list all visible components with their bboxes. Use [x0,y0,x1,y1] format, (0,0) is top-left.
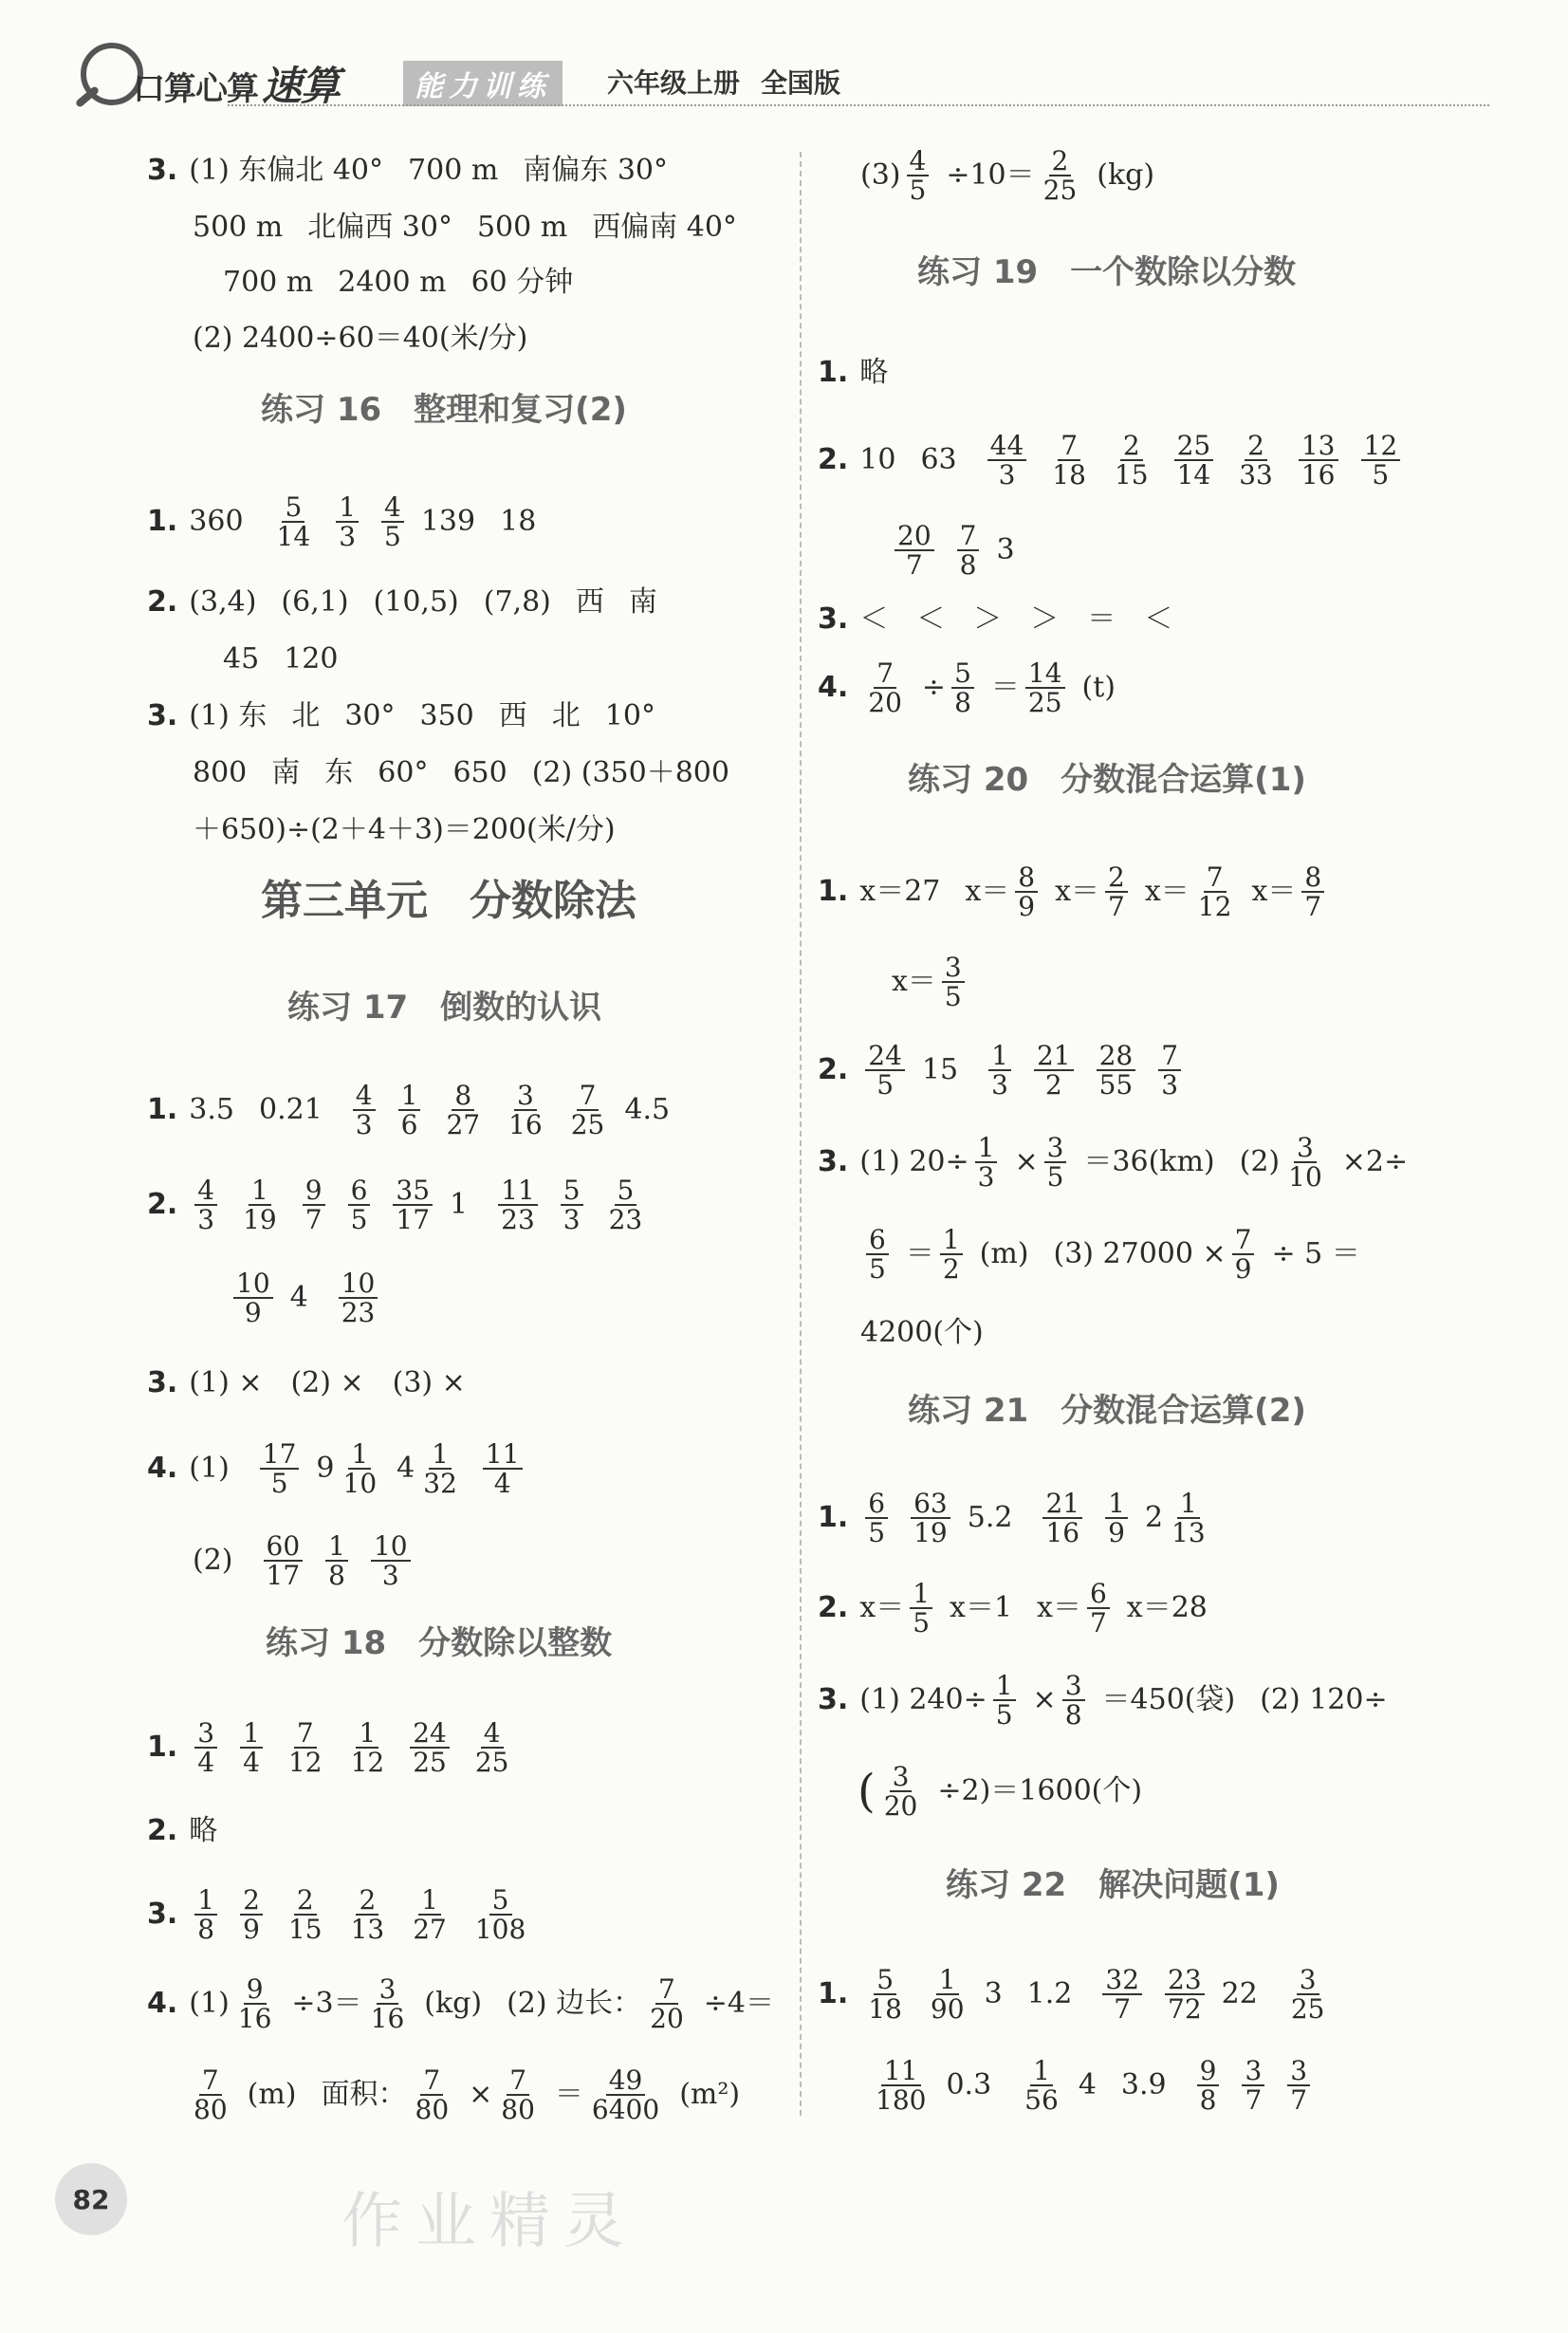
answer-line: 3. ＜ ＜ ＞ ＞ ＝ ＜ [818,602,1173,636]
answer-line: 1. $\frac{6}{5}$ $\frac{63}{19}$ 5.2 $\frac{21}{16}$ $\frac{1}{9}$ 2 $\frac{1}{13}$ [818,1488,1206,1549]
exercise-title-22: 练习 22 解决问题(1) [946,1866,1280,1904]
answer-line: x＝ $\frac{3}{5}$ [892,954,982,1011]
answer-line: (2) $\frac{60}{17}$ $\frac{1}{8}$ $\frac{10}{3}$ [193,1532,428,1590]
watermark: 作业精灵 [341,2187,637,2257]
answer-line: 45 120 [223,642,339,676]
exercise-title-18: 练习 18 分数除以整数 [266,1624,613,1662]
header-divider [228,104,1489,106]
page-number: 82 [55,2163,127,2235]
answer-line: 1. $\frac{3}{4}$ $\frac{1}{4}$ $\frac{7}{12}$ $\frac{1}{12}$ $\frac{24}{25}$ $\frac{4}{25}$ [147,1717,509,1779]
exercise-title-21: 练习 21 分数混合运算(2) [908,1392,1306,1430]
answer-line: 800 南 东 60° 650 (2) (350＋800 [193,756,729,789]
answer-line: 1. x＝27 x＝ $\frac{8}{9}$ x＝ $\frac{2}{7}$ x＝ $\frac{7}{12}$ x＝ $\frac{8}{7}$ [818,863,1341,921]
grade-label: 六年级上册 全国版 [607,67,841,99]
answer-line: 3. (1) 东 北 30° 350 西 北 10° [147,699,655,732]
exercise-title-20: 练习 20 分数混合运算(1) [908,761,1306,799]
answer-line: 2. $\frac{4}{3}$ $\frac{1}{19}$ $\frac{9}{7}$ $\frac{6}{5}$ $\frac{35}{17}$ 1 $\frac{11}{23}$ $\frac{5}{3}$ $\frac{5}{23}$ [147,1175,643,1236]
answer-line: 2. $\frac{24}{5}$ 15 $\frac{1}{3}$ $\frac{21}{2}$ $\frac{28}{55}$ $\frac{7}{3}$ [818,1042,1198,1100]
answer-line: (3) $\frac{4}{5}$ ÷10＝ $\frac{2}{25}$ (kg) [860,145,1155,207]
exercise-title-16: 练习 16 整理和复习(2) [261,391,627,429]
answer-line: $\frac{11}{180}$ 0.3 $\frac{1}{56}$ 4 3.9 $\frac{9}{8}$ $\frac{3}{7}$ $\frac{3}{7}$ [867,2057,1327,2115]
answer-line: 700 m 2400 m 60 分钟 [223,266,574,299]
answer-line: $\frac{6}{5}$ ＝ $\frac{1}{2}$ (m) (3) 27000 × $\frac{7}{9}$ ÷ 5 ＝ [860,1226,1360,1284]
answer-line: $\frac{10}{9}$ 4 $\frac{10}{23}$ [228,1269,395,1327]
answer-line: 1. 略 [818,356,889,389]
answer-line: 2. (3,4) (6,1) (10,5) (7,8) 西 南 [147,585,657,619]
answer-line: 1. 360 $\frac{5}{14}$ $\frac{1}{3}$ $\frac{4}{5}$ 139 18 [147,491,537,553]
answer-line: 500 m 北偏西 30° 500 m 西偏南 40° [193,211,737,244]
answer-line: 3. (1) × (2) × (3) × [147,1366,466,1399]
answer-line: 2. 略 [147,1814,218,1847]
answer-line: 4. (1) $\frac{9}{16}$ ÷3＝ $\frac{3}{16}$ (kg) (2) 边长： $\frac{7}{20}$ ÷4＝ [147,1973,774,2035]
answer-line: 3. (1) 东偏北 40° 700 m 南偏东 30° [147,154,668,187]
answer-line: 4. $\frac{7}{20}$ ÷ $\frac{5}{8}$ ＝ $\frac{14}{25}$ (t) [818,657,1116,719]
answer-line: $\frac{20}{7}$ $\frac{7}{8}$ 3 [889,522,1015,580]
answer-line: $\frac{7}{80}$ (m) 面积： $\frac{7}{80}$ × $\frac{7}{80}$ ＝ $\frac{49}{6400}$ (m²) [194,2065,741,2126]
answer-line: 3. $\frac{1}{8}$ $\frac{2}{9}$ $\frac{2}{15}$ $\frac{2}{13}$ $\frac{1}{27}$ $\frac{5}{108}$ [147,1884,526,1946]
series-tag: 能力训练 [403,61,563,106]
answer-line: 2. 10 63 $\frac{44}{3}$ $\frac{7}{18}$ $\frac{2}{15}$ $\frac{25}{14}$ $\frac{2}{33}$ $\frac{13}{16}$ $\frac{12}{5}$ [818,432,1417,490]
answer-line: ＋650)÷(2＋4＋3)＝200(米/分) [193,813,616,846]
exercise-title-17: 练习 17 倒数的认识 [287,989,602,1027]
answer-line: (2) 2400÷60＝40(米/分) [193,322,528,355]
answer-line: 1. $\frac{5}{18}$ $\frac{1}{90}$ 3 1.2 $\frac{32}{7}$ $\frac{23}{72}$ 22 $\frac{3}{25}$ [818,1964,1325,2026]
answer-line: ( $\frac{3}{20}$ ÷2)＝1600(个) [858,1761,1143,1823]
page-header [0,0,1568,123]
answer-line: 2. x＝ $\frac{1}{5}$ x＝1 x＝ $\frac{6}{7}$ x＝28 [818,1578,1208,1639]
exercise-title-19: 练习 19 一个数除以分数 [917,253,1297,291]
answer-line: 4. (1) $\frac{17}{5}$ 9 $\frac{1}{10}$ 4 $\frac{1}{32}$ $\frac{11}{4}$ [147,1440,540,1498]
answer-line: 3. (1) 20÷ $\frac{1}{3}$ × $\frac{3}{5}$ ＝36(km) (2) $\frac{3}{10}$ ×2÷ [818,1132,1409,1194]
column-divider [800,152,802,2116]
answer-line: 1. 3.5 0.21 $\frac{4}{3}$ $\frac{1}{6}$ $\frac{8}{27}$ $\frac{3}{16}$ $\frac{7}{25}$ 4.5 [147,1080,671,1141]
unit-title: 第三单元 分数除法 [261,877,636,925]
answer-line: 3. (1) 240÷ $\frac{1}{5}$ × $\frac{3}{8}$ ＝450(袋) (2) 120÷ [818,1670,1388,1731]
answer-line: 4200(个) [860,1316,984,1349]
brand-title: 口算心算速算 [133,63,341,109]
